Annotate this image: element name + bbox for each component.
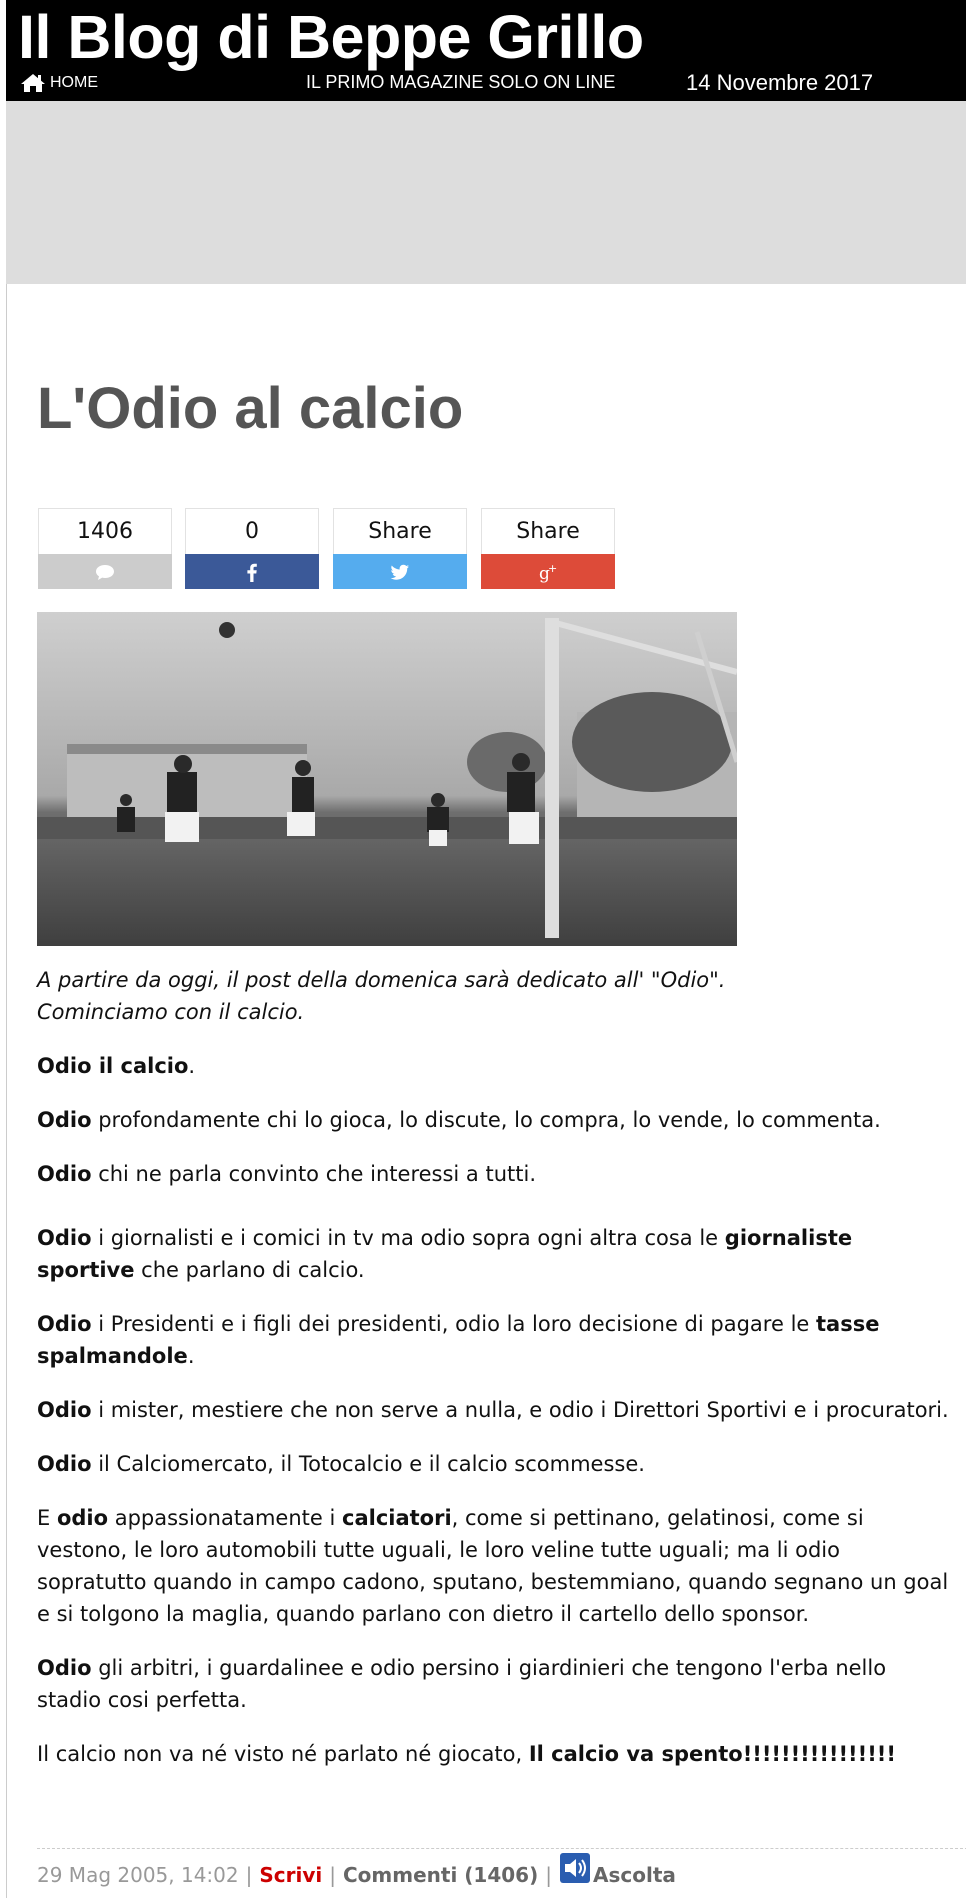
listen-link[interactable] (559, 1863, 676, 1887)
paragraph-9: Odio gli arbitri, i guardalinee e odio persino i giardinieri che tengono l'erba nello stadio cosi perfetta. (37, 1656, 887, 1712)
post-footer (37, 1848, 966, 1887)
ad-banner-area (6, 101, 966, 284)
site-title[interactable]: Il Blog di Beppe Grillo (18, 3, 644, 71)
comment-icon (94, 561, 116, 583)
post-photo (37, 612, 737, 946)
paragraph-4: Odio i giornalisti e i comici in tv ma odio sopra ogni altra cosa le giornaliste sportive che parlano di calcio. (37, 1226, 853, 1282)
paragraph-6: Odio i mister, mestiere che non serve a nulla, e odio i Direttori Sportivi e i procuratori. (37, 1398, 949, 1422)
speaker-icon (559, 1852, 591, 1884)
comments-bar[interactable] (38, 554, 172, 589)
google-plus-icon (537, 561, 559, 583)
svg-text:g: g (539, 563, 550, 583)
google-plus-bar[interactable] (481, 554, 615, 589)
paragraph-10: Il calcio non va né visto né parlato né giocato, Il calcio va spento!!!!!!!!!!!!!!!! (37, 1742, 896, 1766)
google-share-label: Share (481, 508, 615, 554)
football-match-photo (37, 612, 737, 946)
share-comments[interactable] (38, 508, 172, 589)
comments-link[interactable]: Commenti (1406) (343, 1863, 539, 1887)
post-intro-line-2: Cominciamo con il calcio. (37, 1000, 305, 1024)
paragraph-2: Odio profondamente chi lo gioca, lo discute, lo compra, lo vende, lo commenta. (37, 1108, 881, 1132)
twitter-icon (389, 561, 411, 583)
separator: | (545, 1863, 552, 1887)
separator: | (329, 1863, 336, 1887)
post-body (37, 964, 949, 1792)
site-tagline: IL PRIMO MAGAZINE SOLO ON LINE (306, 72, 616, 92)
facebook-count: 0 (185, 508, 319, 554)
paragraph-1: Odio il calcio. (37, 1054, 196, 1078)
home-label: HOME (50, 74, 98, 91)
post-title: L'Odio al calcio (37, 376, 464, 441)
home-icon (20, 73, 46, 93)
home-link[interactable] (20, 72, 98, 94)
svg-text:+: + (548, 561, 558, 575)
header-date: 14 Novembre 2017 (686, 70, 874, 95)
comments-count: 1406 (38, 508, 172, 554)
listen-label: Ascolta (592, 1863, 676, 1887)
facebook-bar[interactable] (185, 554, 319, 589)
share-twitter[interactable] (333, 508, 467, 589)
paragraph-7: Odio il Calciomercato, il Totocalcio e il calcio scommesse. (37, 1452, 645, 1476)
post-intro (37, 964, 949, 1028)
write-comment-link[interactable]: Scrivi (259, 1863, 323, 1887)
facebook-icon (241, 561, 263, 583)
paragraph-8: E odio appassionatamente i calciatori, come si pettinano, gelatinosi, come si vestono, le loro automobili tutte uguali, le loro veline tutte uguali; ma li odio sopratutto quando in campo cadono, sputano, bestemmiano, quando segnano un goal e si tolgono la maglia, quando parlano con dietro il cartello dello sponsor. (37, 1506, 949, 1626)
share-facebook[interactable] (185, 508, 319, 589)
paragraph-5: Odio i Presidenti e i figli dei presidenti, odio la loro decisione di pagare le tasse spalmandole. (37, 1312, 880, 1368)
twitter-bar[interactable] (333, 554, 467, 589)
post-content (6, 284, 961, 1898)
separator: | (245, 1863, 253, 1887)
post-intro-line-1: A partire da oggi, il post della domenica sarà dedicato all' "Odio". (37, 968, 726, 992)
paragraph-3: Odio chi ne parla convinto che interessi a tutti. (37, 1162, 537, 1186)
post-datetime: 29 Mag 2005, 14:02 (37, 1863, 239, 1887)
twitter-share-label: Share (333, 508, 467, 554)
site-header (6, 0, 966, 101)
share-google-plus[interactable] (481, 508, 615, 589)
